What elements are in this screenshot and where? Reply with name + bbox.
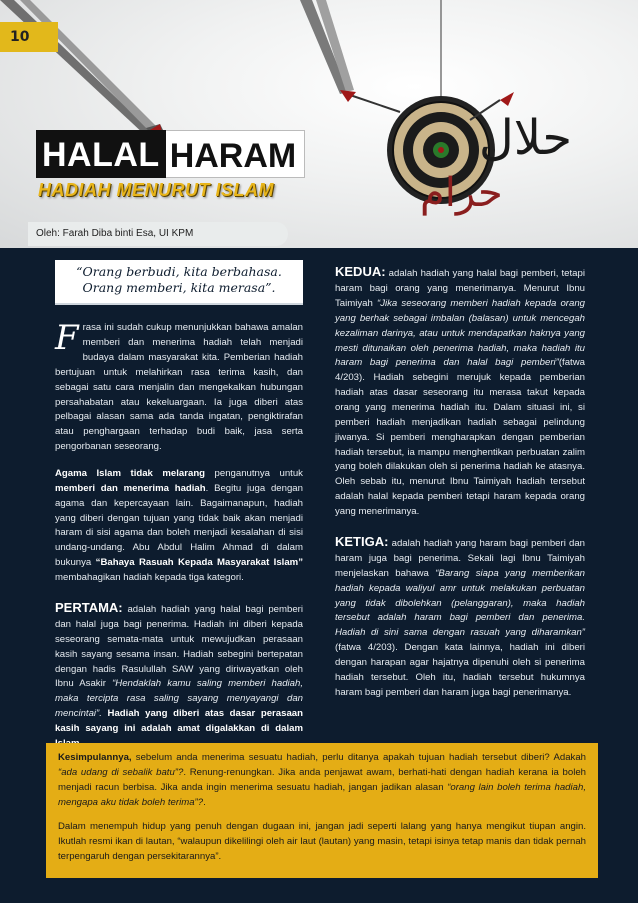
- paragraph-pertama: PERTAMA: adalah hadiah yang halal bagi pemberi dan halal juga bagi penerima. Hadiah ini diberi kepada seseorang semata-mata untuk mewujudkan perasaan kasih sayang sesama insan. Hadiah sebegini bertepatan dengan hadis Rasulullah SAW yang diriwayatkan oleh Ibnu Asakir “Hendaklah kamu saling memberi hadiah, maka tercipta rasa saling sayang menyayangi dan mencintai”. Hadiah yang diberi atas dasar perasaan kasih sayang ini adalah amat digalakkan di dalam: [55, 599, 303, 735]
- paragraph-islam: Agama Islam tidak melarang penganutnya untuk memberi dan menerima hadiah. Begitu juga dengan agama dan kepercayaan lain. Bagaimanapun, hadiah yang diberi dengan tujuan yang tidak baik akan menjadi haram di sisi agama dan boleh menjadi kesalahan di sisi undang-undang. Abu Abdul Halim Ahmad di dalam bukunya “Bahaya Rasuah Kepada Masyarakat Islam” membahagikan hadiah kepada tiga kategori.: [55, 467, 304, 583]
- dropcap: F: [55, 318, 79, 359]
- intro-paragraph: Frasa ini sudah cukup menunjukkan bahawa amalan memberi dan menerima hadiah telah menjadi budaya dalam masyarakat kita. Pemberian hadiah bertujuan untuk melahirkan rasa terima kasih, dan sebagai satu cara menjalin dan mengekalkan hubungan persahabatan atau kekeluargaan. Ia juga diberi atas pelbagai alasan sama ada tanda ingatan, pengiktirafan atau penghargaan terhadap budi baik, jasa serta pengorbanan seseorang.: [55, 318, 303, 453]
- tweezers-icon: [300, 0, 354, 94]
- title-halal: HALAL: [36, 130, 166, 178]
- arabic-halal: حلال: [478, 110, 572, 166]
- heading-kedua: KEDUA:: [335, 264, 386, 279]
- dart-icon: [340, 90, 400, 112]
- paragraph-kedua: KEDUA: adalah hadiah yang halal bagi pemberi, tetapi haram bagi orang yang menerimanya. Menurut Ibnu Taimiyah “Jika seseorang memberi hadiah kepada orang yang berhak sebagai imbalan (balasan) untuk mencegah kezaliman darinya, atau untuk mendapatkan haknya yang mesti ditunaikan oleh penerima hadiah, maka hadiah itu haram bagi penerima dan halal bagi pemberi”(fatwa 4/203). Hadiah sebegini merujuk kepada pemberian hadiah atas dasar seseorang itu merasa takut kepada orang yang menerima hadiah itu. Dalam situasi ini, si pemberi hadiah menjadikan hadiah sebagai pelindung jiwanya. Si pemberi mengharapkan dengan pemberian hadiah tersebut, ia mampu menghentikan perbuatan zalim yang boleh dilakukan oleh si penerima hadiah ke atasnya. Oleh sebab itu, menurut Ibnu Taimiyah hadiah tersebut adalah halal kepada pemberi tetapi haram kepada orang yang menerimanya.: [335, 264, 585, 518]
- page-number: 10: [0, 22, 58, 52]
- right-column: [335, 262, 585, 713]
- conclusion-paragraph: Kesimpulannya, sebelum anda menerima sesuatu hadiah, perlu ditanya apakah tujuan hadiah tersebut diberi? Adakah “ada udang di sebalik batu”?. Renung-renungkan. Jika anda penjawat awam, berhati-hati dengan hadiah kerana ia boleh menjadi racun berbisa. Jika anda ingin menerima sesuatu hadiah, jangan jadikan alasan “orang lain boleh terima hadiah, mengapa aku tidak boleh terima”?.: [58, 752, 587, 808]
- conclusion-box: [46, 743, 598, 878]
- page-title: [36, 130, 305, 178]
- author-byline: Oleh: Farah Diba binti Esa, UI KPM: [28, 222, 288, 246]
- heading-ketiga: KETIGA:: [335, 533, 389, 549]
- pull-quote: “Orang berbudi, kita berbahasa. Orang memberi, kita merasa”.: [55, 260, 303, 305]
- paragraph-ketiga: KETIGA: adalah hadiah yang haram bagi pemberi dan haram juga bagi penerima. Sekali lagi Ibnu Taimiyah menjelaskan bahawa “Barang siapa yang memberikan hadiah kepada waliyul amr untuk melakukan perbuatan yang tidak dibolehkan (pelanggaran), maka hadiah tersebut adalah haram bagi pemberi dan penerima. Hadiah di sini sama dengan rasuah yang diharamkan” (fatwa 4/203). Dengan kata lainnya, hadiah ini diberi dengan harapan agar hajatnya dipenuhi oleh si penerima hadiah tersebut. Oleh itu, hadiah tersebut hukumnya haram bagi pemberi dan haram juga bagi penerimanya.: [335, 533, 585, 698]
- closing-paragraph: Dalam menempuh hidup yang penuh dengan dugaan ini, jangan jadi seperti lalang yang hanya mengikut tiupan angin. Ikutlah resmi ikan di lautan, “walaupun dikelilingi oleh air laut (lautan) yang masin, tetapi isinya tetap manis dan tidak pernah terpengaruh dengan persekitarannya”.: [58, 821, 586, 863]
- heading-pertama: PERTAMA:: [55, 599, 123, 615]
- subtitle: HADIAH MENURUT ISLAM: [38, 180, 274, 200]
- left-column: [55, 262, 303, 764]
- arabic-haram: حرام: [420, 170, 503, 216]
- title-haram: HARAM: [166, 130, 306, 178]
